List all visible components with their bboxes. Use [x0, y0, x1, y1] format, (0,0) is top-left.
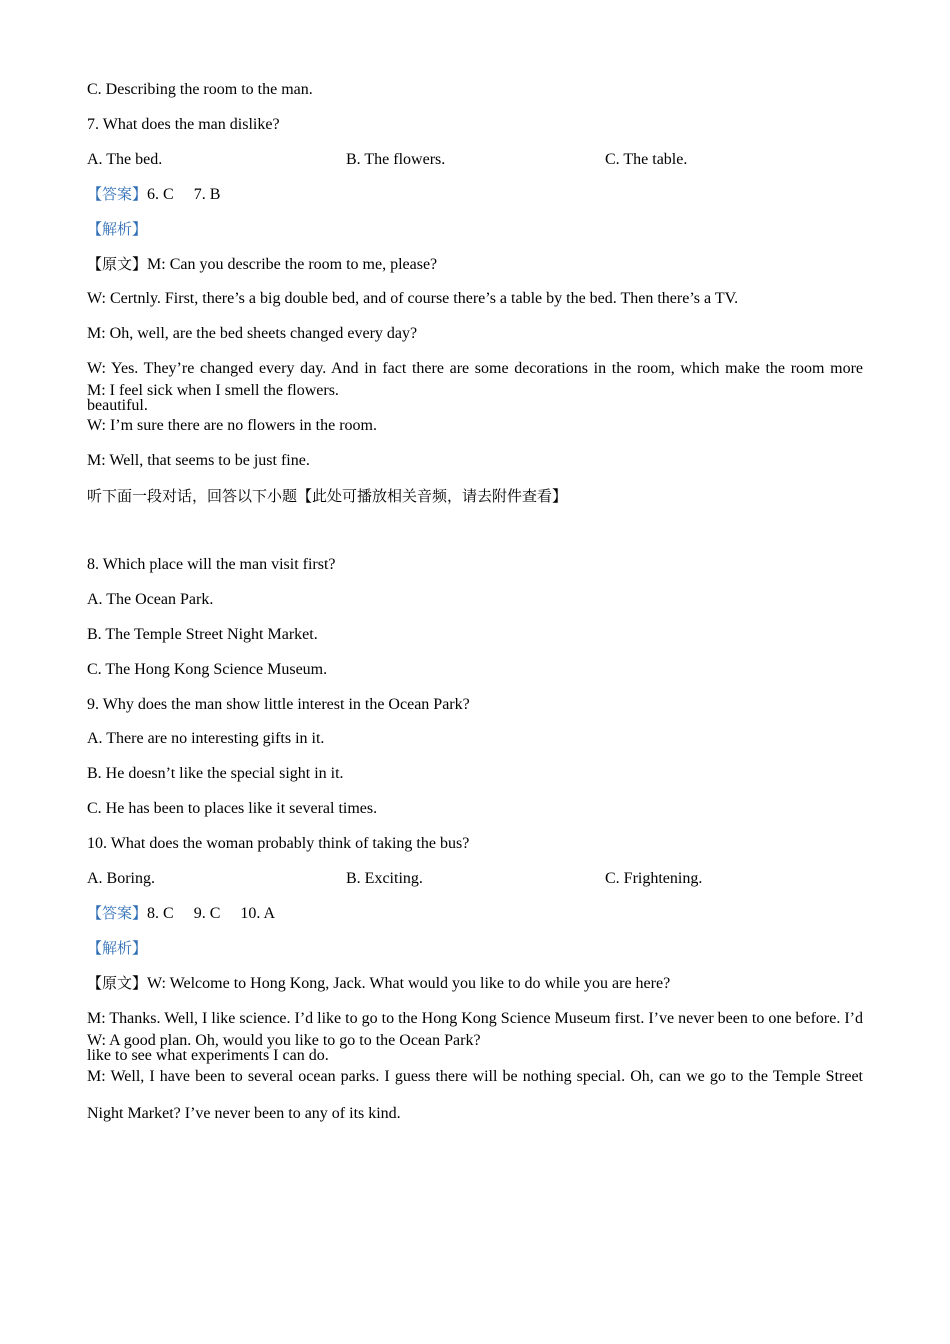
analysis-line-1	[87, 217, 863, 241]
transcript-tag: 【原文】	[87, 973, 148, 992]
answer-6: 6. C	[147, 186, 174, 204]
analysis-tag: 【解析】	[87, 220, 148, 239]
answer-9: 9. C	[193, 905, 221, 923]
analysis-tag: 【解析】	[87, 939, 148, 958]
transcript2-line-0: 【原文】W: Welcome to Hong Kong, Jack. What would you like to do while you are here?	[87, 973, 671, 992]
q9-question: 9. Why does the man show little interest in the Ocean Park?	[87, 695, 470, 713]
document-page	[87, 78, 863, 1122]
q8-option-c: C. The Hong Kong Science Museum.	[87, 660, 328, 678]
q9-option-b: B. He doesn’t like the special sight in it.	[87, 765, 344, 783]
q10-option-a: A. Boring.	[87, 869, 155, 887]
q7-question: 7. What does the man dislike?	[87, 115, 280, 133]
q9-option-c: C. He has been to places like it several times.	[87, 799, 378, 817]
q7-option-b: B. The flowers.	[346, 150, 446, 168]
q6-option-c: C. Describing the room to the man.	[87, 81, 313, 98]
transcript1-line-0: 【原文】M: Can you describe the room to me, please?	[87, 254, 438, 273]
answer-8: 8. C	[147, 905, 174, 923]
transcript1-line-4: M: I feel sick when I smell the flowers.	[87, 382, 339, 400]
q8-option-b: B. The Temple Street Night Market.	[87, 625, 318, 643]
transcript1-line-3: W: Yes. They’re changed every day. And in fact there are some decorations in the room, which make the room more beautiful.	[87, 360, 863, 415]
answer-10: 10. A	[240, 905, 276, 923]
transcript1-line-5: W: I’m sure there are no flowers in the room.	[87, 417, 377, 435]
q10-options	[87, 867, 863, 891]
q7-options	[87, 148, 863, 172]
q7-option-c: C. The table.	[605, 150, 688, 168]
listening-instruction: 听下面一段对话，回答以下小题【此处可播放相关音频，请去附件查看】	[87, 486, 568, 505]
answer-7: 7. B	[193, 186, 221, 204]
answer-line-2	[87, 901, 863, 925]
q7-option-a: A. The bed.	[87, 150, 163, 168]
q10-option-c: C. Frightening.	[605, 869, 703, 887]
transcript1-line-6: M: Well, that seems to be just fine.	[87, 451, 310, 469]
q8-question: 8. Which place will the man visit first?	[87, 556, 336, 574]
transcript-tag: 【原文】	[87, 254, 148, 273]
answer-line-1	[87, 182, 863, 206]
answer-tag: 【答案】	[87, 185, 148, 204]
q10-option-b: B. Exciting.	[346, 869, 423, 887]
q10-question: 10. What does the woman probably think of taking the bus?	[87, 834, 470, 852]
transcript2-line-1: M: Thanks. Well, I like science. I’d like to go to the Hong Kong Science Museum first. I’ve never been to one before. I’d like to see what experiments I can do.	[87, 1009, 863, 1064]
q8-option-a: A. The Ocean Park.	[87, 591, 214, 609]
q9-option-a: A. There are no interesting gifts in it.	[87, 730, 325, 748]
answer-tag: 【答案】	[87, 904, 148, 923]
analysis-line-2	[87, 936, 863, 960]
transcript2-line-3: M: Well, I have been to several ocean parks. I guess there will be nothing special. Oh, can we go to the Temple Street Night Market? I’ve never been to any of its kind.	[87, 1067, 863, 1122]
transcript1-line-2: M: Oh, well, are the bed sheets changed every day?	[87, 324, 418, 342]
transcript1-line-1: W: Certnly. First, there’s a big double bed, and of course there’s a table by the bed. Then there’s a TV.	[87, 289, 739, 307]
transcript2-line-2: W: A good plan. Oh, would you like to go to the Ocean Park?	[87, 1031, 481, 1049]
